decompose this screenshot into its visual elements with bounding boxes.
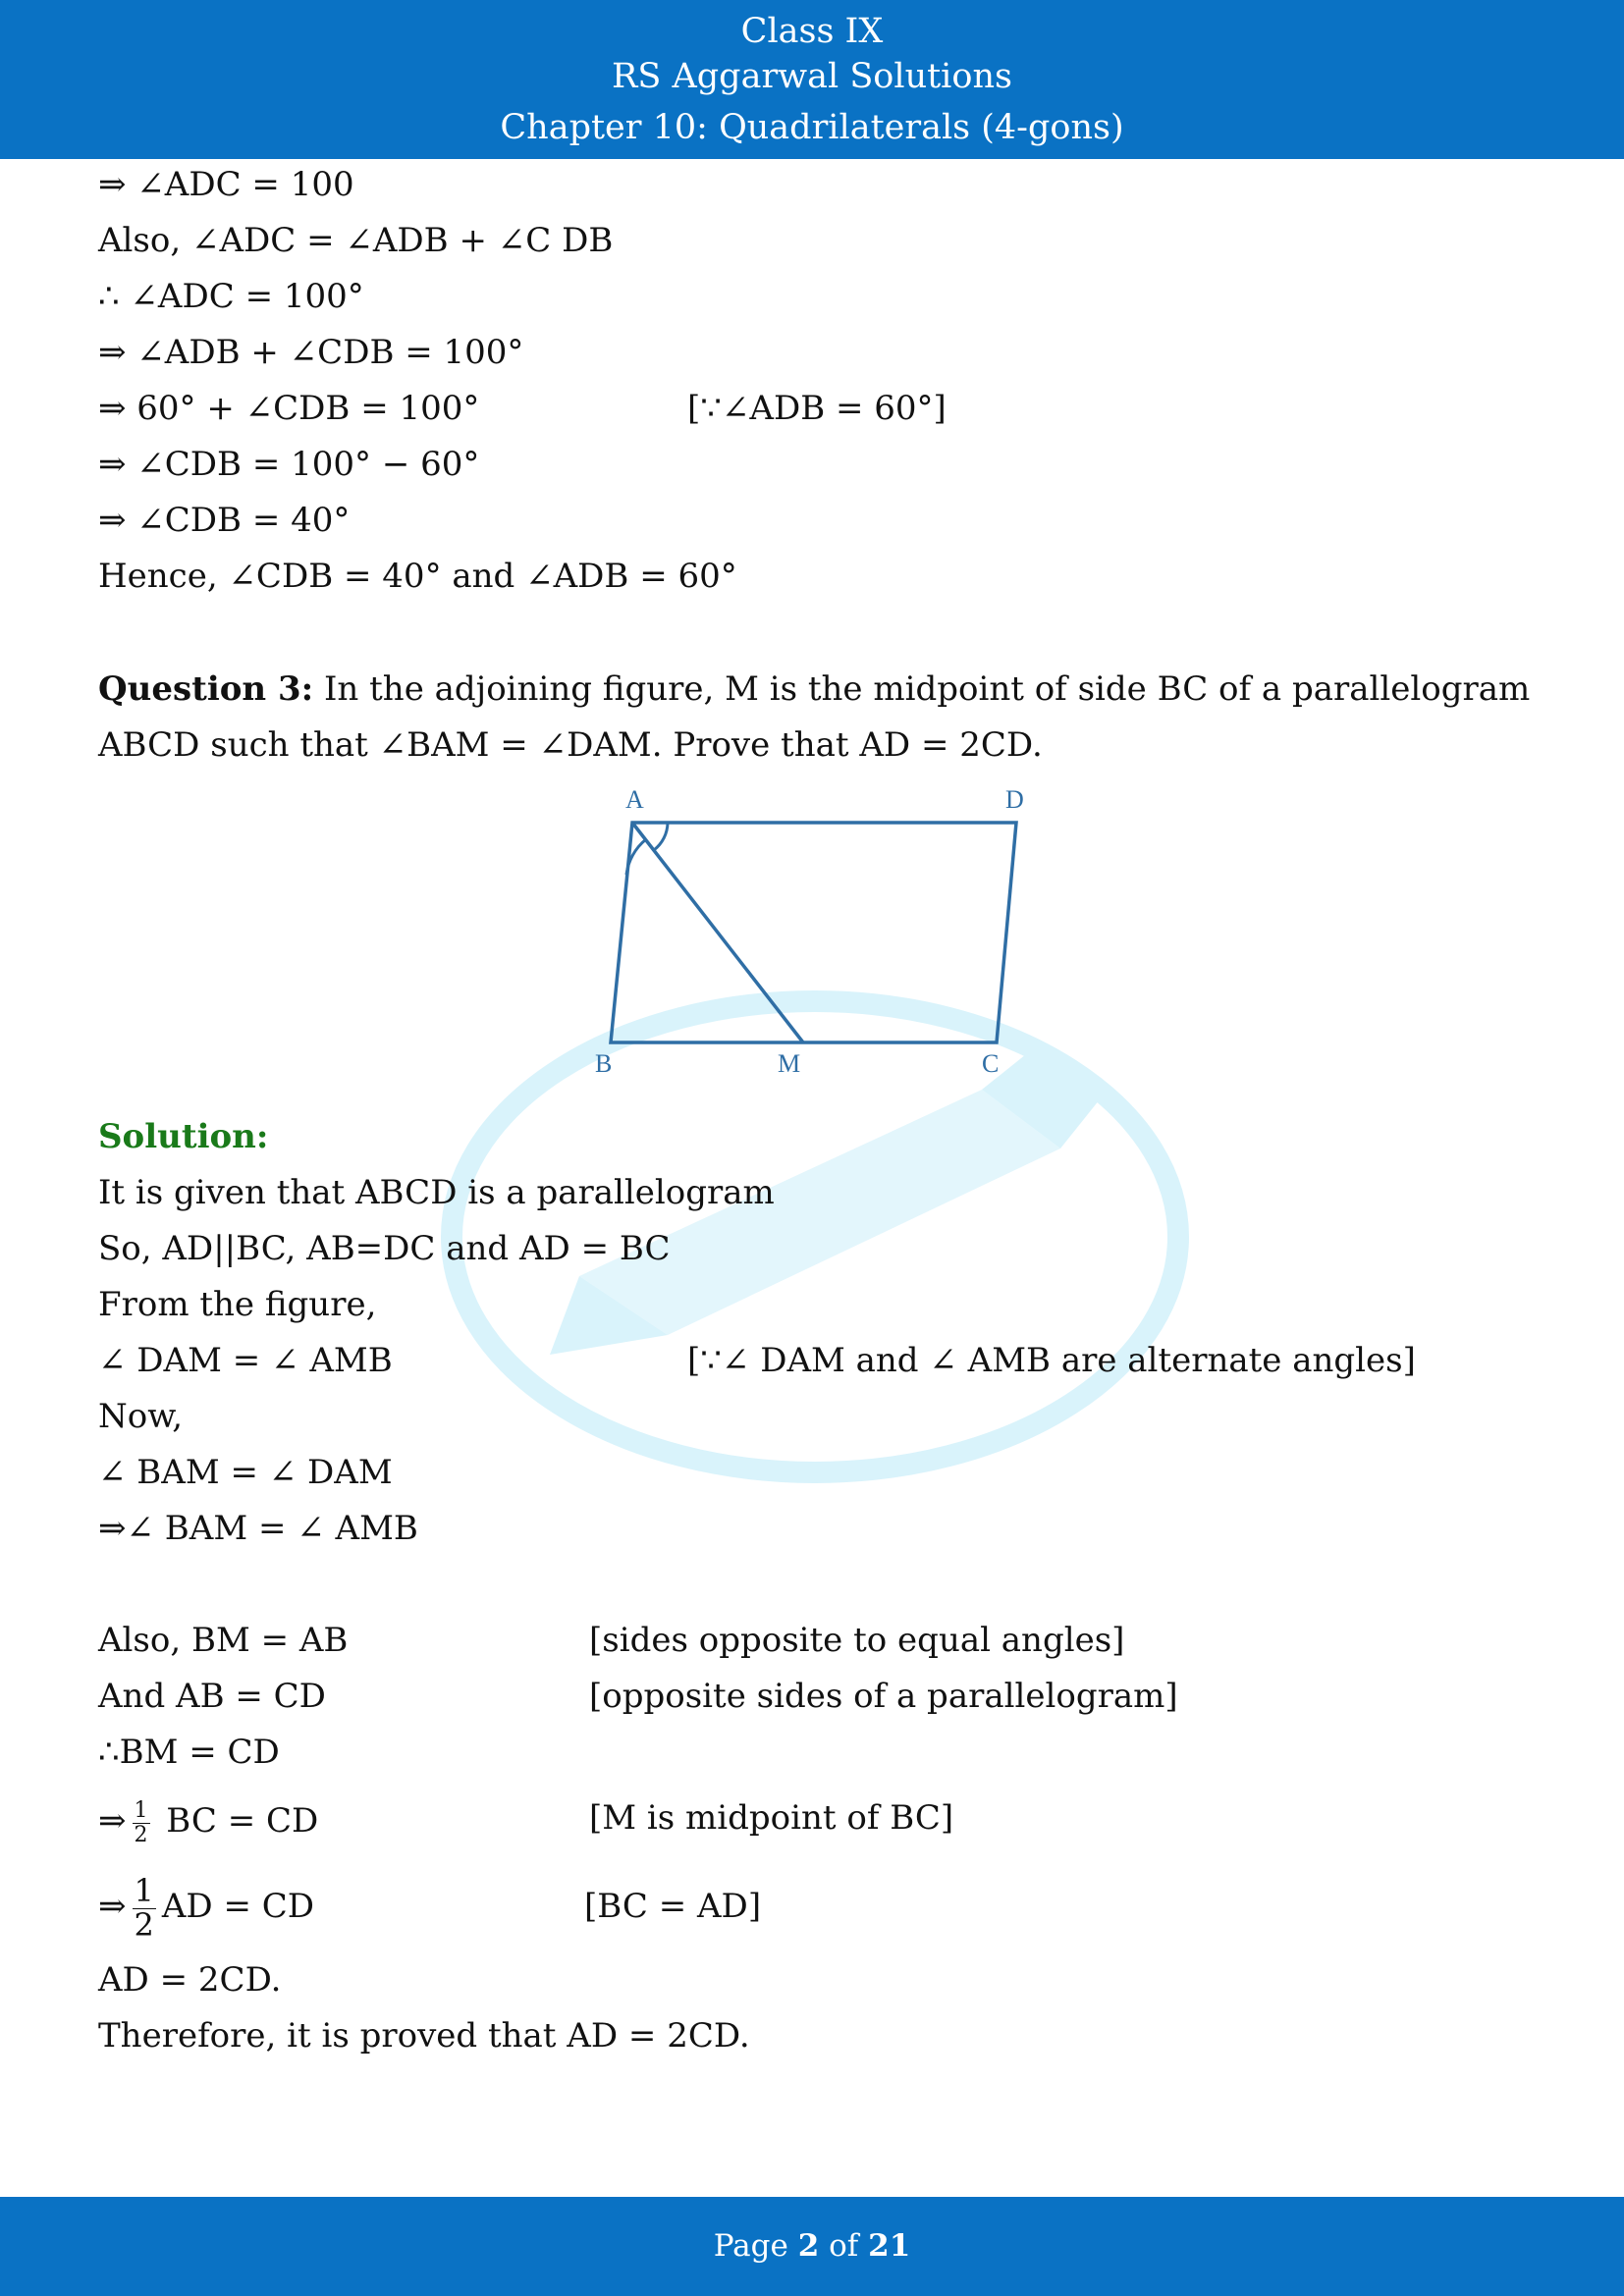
fraction-line-rest: BC = CD xyxy=(155,1801,319,1841)
text-line: ⇒ ∠CDB = 100° − 60° xyxy=(98,445,480,484)
solution-line: ∠ BAM = ∠ DAM xyxy=(98,1453,393,1492)
fraction-line xyxy=(98,1865,314,1948)
fraction-line-rest: AD = CD xyxy=(161,1887,315,1926)
solution-line: ∠ DAM = ∠ AMB xyxy=(98,1341,393,1380)
solution-line: And AB = CD xyxy=(98,1677,326,1716)
page-header xyxy=(0,0,1624,159)
solution-label: Solution: xyxy=(98,1117,269,1156)
reason-note: [∵∠ DAM and ∠ AMB are alternate angles] xyxy=(687,1341,1416,1380)
page-footer xyxy=(0,2197,1624,2296)
fraction-half xyxy=(133,1799,150,1845)
text-line: ⇒ 60° + ∠CDB = 100° xyxy=(98,389,480,428)
conclusion-line: AD = 2CD. xyxy=(98,1960,282,2000)
reason-note: [BC = AD] xyxy=(584,1887,762,1926)
text-line: Hence, ∠CDB = 40° and ∠ADB = 60° xyxy=(98,557,737,596)
fraction-half xyxy=(133,1871,156,1944)
question-label: Question 3: xyxy=(98,669,314,709)
solution-line: It is given that ABCD is a parallelogram xyxy=(98,1173,775,1212)
implies-symbol: ⇒ xyxy=(98,1801,127,1841)
fraction-denominator: 2 xyxy=(134,1905,154,1944)
conclusion-line: Therefore, it is proved that AD = 2CD. xyxy=(98,2016,750,2056)
parallelogram-figure xyxy=(569,780,1060,1080)
text-line: Also, ∠ADC = ∠ADB + ∠C DB xyxy=(98,221,614,260)
text-line: ⇒ ∠CDB = 40° xyxy=(98,501,351,540)
segment-am xyxy=(632,823,803,1042)
vertex-label-a: A xyxy=(625,785,644,814)
vertex-label-d: D xyxy=(1005,785,1024,814)
fraction-denominator: 2 xyxy=(134,1822,148,1847)
header-book: RS Aggarwal Solutions xyxy=(612,57,1012,96)
reason-note: [opposite sides of a parallelogram] xyxy=(589,1677,1178,1716)
solution-line: ⇒∠ BAM = ∠ AMB xyxy=(98,1509,418,1548)
solution-line: ∴BM = CD xyxy=(98,1733,280,1772)
parallelogram-shape xyxy=(611,823,1016,1042)
reason-note: [∵∠ADB = 60°] xyxy=(687,389,947,428)
fraction-line xyxy=(98,1791,318,1850)
question-line1: In the adjoining figure, M is the midpoint of side BC of a parallelogram xyxy=(313,669,1531,709)
reason-note: [M is midpoint of BC] xyxy=(589,1798,954,1838)
current-page: 2 xyxy=(797,2228,820,2264)
reason-note: [sides opposite to equal angles] xyxy=(589,1621,1125,1660)
question-text xyxy=(98,667,1530,711)
question-line2: ABCD such that ∠BAM = ∠DAM. Prove that AD = 2CD. xyxy=(98,725,1043,765)
solution-line: Now, xyxy=(98,1397,184,1436)
text-line: ⇒ ∠ADC = 100 xyxy=(98,165,354,204)
text-line: ⇒ ∠ADB + ∠CDB = 100° xyxy=(98,333,524,372)
solution-line: Also, BM = AB xyxy=(98,1621,349,1660)
vertex-label-m: M xyxy=(778,1049,801,1078)
implies-symbol: ⇒ xyxy=(98,1887,127,1926)
text-line: ∴ ∠ADC = 100° xyxy=(98,277,364,316)
page-prefix: Page xyxy=(713,2228,798,2264)
vertex-label-c: C xyxy=(982,1049,1000,1078)
header-class: Class IX xyxy=(740,12,884,51)
fraction-numerator: 1 xyxy=(134,1798,148,1824)
solution-line: From the figure, xyxy=(98,1285,377,1324)
header-chapter: Chapter 10: Quadrilaterals (4-gons) xyxy=(500,108,1124,147)
total-pages: 21 xyxy=(868,2228,911,2264)
page-middle: of xyxy=(819,2228,869,2264)
angle-arc-dam xyxy=(654,823,668,850)
solution-line: So, AD||BC, AB=DC and AD = BC xyxy=(98,1229,671,1268)
vertex-label-b: B xyxy=(595,1049,613,1078)
fraction-numerator: 1 xyxy=(134,1871,154,1909)
